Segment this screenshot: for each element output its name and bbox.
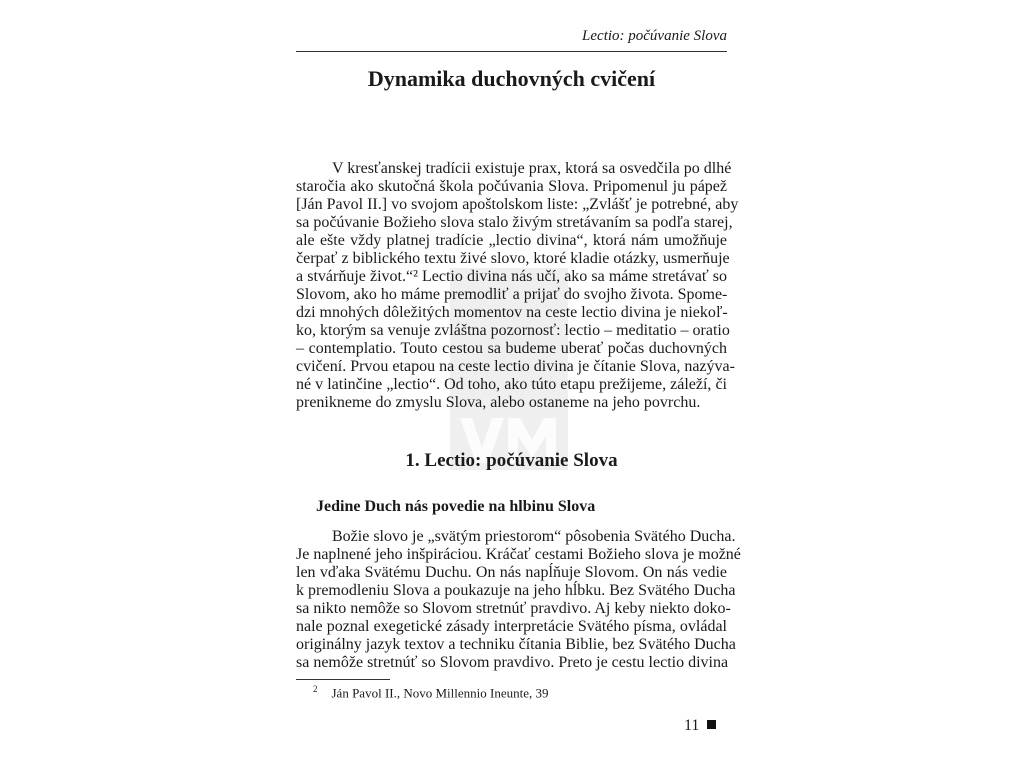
text-line: [Ján Pavol II.] vo svojom apoštolskom liste: „Zvlášť je potrebné, aby	[296, 196, 739, 213]
section-heading: 1. Lectio: počúvanie Slova	[405, 450, 618, 471]
section-paragraph	[296, 528, 741, 672]
header-rule	[296, 51, 727, 52]
footnote-text: Ján Pavol II., Novo Millennio Ineunte, 39	[331, 685, 549, 701]
text-line: ko, ktorým sa venuje zvláštna pozornosť: lectio – meditatio – oratio	[296, 322, 730, 339]
text-line: Slovom, ako ho máme premodliť a prijať do svojho života. Spome-	[296, 286, 728, 303]
text-line: sa počúvanie Božieho slova stalo živým stretávaním sa podľa starej,	[296, 214, 733, 231]
text-line: sa nikto nemôže so Slovom stretnúť pravdivo. Aj keby niekto doko-	[296, 600, 731, 617]
text-line: a stvárňuje život.“² Lectio divina nás učí, ako sa máme stretávať so	[296, 268, 727, 285]
text-line: prenikneme do zmyslu Slova, alebo ostaneme na jeho povrchu.	[296, 394, 701, 411]
text-line: staročia ako skutočná škola počúvania Slova. Pripomenul ju pápež	[296, 178, 727, 195]
text-line: originálny jazyk textov a techniku čítania Biblie, bez Svätého Ducha	[296, 636, 736, 653]
intro-paragraph	[296, 160, 739, 412]
text-line: Božie slovo je „svätým priestorom“ pôsobenia Svätého Ducha.	[332, 528, 736, 545]
text-line: čerpať z biblického textu živé slovo, ktoré kladie otázky, usmerňuje	[296, 250, 730, 267]
page-number: 11	[684, 717, 716, 735]
text-line: len vďaka Svätému Duchu. On nás napĺňuje Slovom. On nás vedie	[296, 564, 727, 581]
text-line: Je naplnené jeho inšpiráciou. Kráčať cestami Božieho slova je možné	[296, 546, 741, 563]
text-line: k premodleniu Slova a poukazuje na jeho hĺbku. Bez Svätého Ducha	[296, 582, 736, 599]
text-line: V kresťanskej tradícii existuje prax, ktorá sa osvedčila po dlhé	[332, 160, 732, 177]
text-line: né v latinčine „lectio“. Od toho, ako túto etapu prežijeme, záleží, či	[296, 376, 727, 393]
square-marker-icon	[707, 720, 716, 729]
footnote	[313, 684, 549, 701]
subheading: Jedine Duch nás povedie na hlbinu Slova	[316, 498, 596, 515]
text-line: – contemplatio. Touto cestou sa budeme uberať počas duchovných	[296, 340, 727, 357]
text-line: ale ešte vždy platnej tradície „lectio divina“, ktorá nám umožňuje	[296, 232, 727, 249]
text-line: sa nemôže stretnúť so Slovom pravdivo. Preto je cestu lectio divina	[296, 654, 729, 671]
footnote-number: 2	[313, 684, 318, 694]
running-head: Lectio: počúvanie Slova	[582, 28, 727, 44]
chapter-title: Dynamika duchovných cvičení	[367, 66, 656, 91]
text-line: nale poznal exegetické zásady interpretácie Svätého písma, ovládal	[296, 618, 727, 635]
text-line: dzi mnohých dôležitých momentov na ceste lectio divina je niekoľ-	[296, 304, 728, 321]
text-line: cvičení. Prvou etapou na ceste lectio divina je čítanie Slova, nazýva-	[296, 358, 735, 375]
footnote-rule	[296, 679, 390, 680]
